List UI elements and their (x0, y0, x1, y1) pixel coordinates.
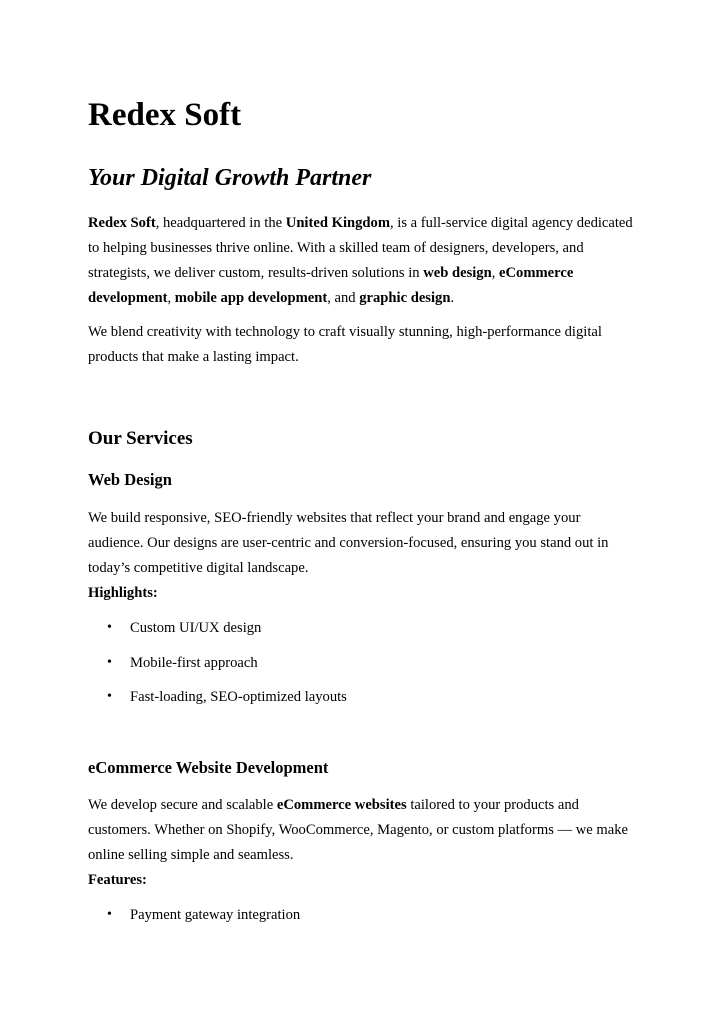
list-item: • Mobile-first approach (88, 651, 347, 686)
features-label: Features: (88, 872, 147, 888)
web-design-description: We build responsive, SEO-friendly websites that reflect your brand and engage your audience. Our designs are user-centric and conversion-focused, ensuring you stand out in today’s competitive digital landscape. Highlights: (88, 506, 636, 606)
intro-paragraph-2: We blend creativity with technology to craft visually stunning, high-performance digital products that make a lasting impact. (88, 324, 602, 365)
highlights-label: Highlights: (88, 585, 158, 601)
page-title: Redex Soft (88, 97, 242, 133)
web-design-heading: Web Design (88, 470, 172, 489)
page-subtitle: Your Digital Growth Partner (88, 165, 372, 191)
ecommerce-heading: eCommerce Website Development (88, 758, 329, 777)
list-item: • Payment gateway integration (88, 903, 300, 938)
service-web-design: web design (423, 265, 492, 281)
web-design-highlights-list (88, 616, 347, 720)
service-mobile-app: mobile app development (174, 290, 328, 306)
ecommerce-features-list (88, 903, 300, 938)
list-item: • Custom UI/UX design (88, 616, 347, 651)
ecommerce-description: We develop secure and scalable eCommerce websites tailored to your products and customers. Whether on Shopify, WooCommerce, Magento, or custom platforms — we make online selling simple and seamless. Features: (88, 793, 636, 893)
service-ecommerce: eCommerce development (88, 265, 574, 306)
service-graphic-design: graphic design (359, 290, 451, 306)
services-heading: Our Services (88, 428, 193, 449)
brand-name: Redex Soft (88, 215, 156, 231)
list-item: • Fast-loading, SEO-optimized layouts (88, 685, 347, 720)
country-name: United Kingdom (285, 215, 390, 231)
intro-paragraph: Redex Soft, headquartered in the United Kingdom, is a full-service digital agency dedicated to helping businesses thrive online. With a skilled team of designers, developers, and strategists, we deliver custom, results-driven solutions in web design, eCommerce development, mobile app development, and graphic design. (88, 215, 633, 306)
ecommerce-websites-bold: eCommerce websites (276, 797, 407, 813)
